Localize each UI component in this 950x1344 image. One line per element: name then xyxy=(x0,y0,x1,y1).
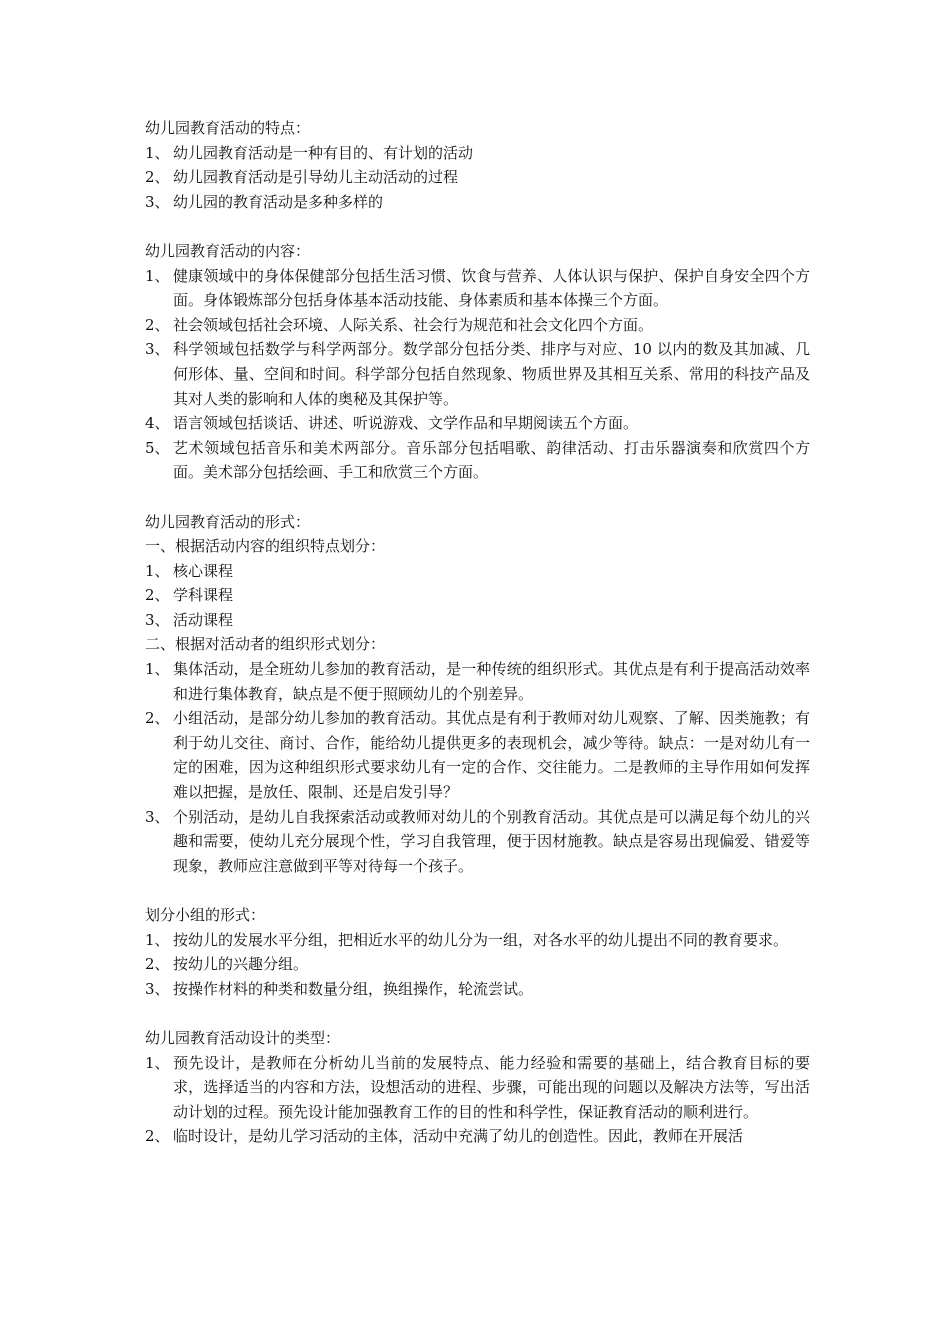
list-item xyxy=(145,337,810,411)
item-number: 1、 xyxy=(145,1053,170,1072)
section-characteristics xyxy=(145,116,810,214)
item-number: 1、 xyxy=(145,930,170,949)
item-number: 2、 xyxy=(145,168,170,187)
list-item xyxy=(145,313,810,338)
item-text: 社会领域包括社会环境、人际关系、社会行为规范和社会文化四个方面。 xyxy=(173,315,654,334)
item-text: 预先设计，是教师在分析幼儿当前的发展特点、能力经验和需要的基础上，结合教育目标的要求，选择适当的内容和方法，设想活动的进程、步骤，可能出现的问题以及解决方法等，写出活动计划的过程。预先设计能加强教育工作的目的性和科学性，保证教育活动的顺利进行。 xyxy=(173,1053,810,1121)
item-text: 按操作材料的种类和数量分组，换组操作，轮流尝试。 xyxy=(173,979,534,998)
item-number: 2、 xyxy=(145,1127,170,1146)
item-number: 1、 xyxy=(145,660,170,679)
section-heading: 幼儿园教育活动的特点： xyxy=(145,119,311,137)
list-item xyxy=(145,264,810,313)
list-item xyxy=(145,190,810,215)
section-heading: 划分小组的形式： xyxy=(145,906,266,924)
item-number: 2、 xyxy=(145,586,170,605)
item-number: 3、 xyxy=(145,192,170,211)
list-item xyxy=(145,1051,810,1125)
item-text: 按幼儿的发展水平分组，把相近水平的幼儿分为一组，对各水平的幼儿提出不同的教育要求。 xyxy=(173,930,789,949)
item-text: 临时设计，是幼儿学习活动的主体，活动中充满了幼儿的创造性。因此，教师在开展活 xyxy=(173,1127,744,1146)
item-number: 3、 xyxy=(145,979,170,998)
item-text: 小组活动，是部分幼儿参加的教育活动。其优点是有利于教师对幼儿观察、了解、因类施教；有利于幼儿交往、商讨、合作，能给幼儿提供更多的表现机会，减少等待。缺点：一是对幼儿有一定的困难，因为这种组织形式要求幼儿有一定的合作、交往能力。二是教师的主导作用如何发挥难以把握，是放任、限制、还是启发引导？ xyxy=(173,709,810,802)
section-heading: 幼儿园教育活动的内容： xyxy=(145,241,311,260)
item-text: 按幼儿的兴趣分组。 xyxy=(173,955,309,974)
item-text: 幼儿园教育活动是引导幼儿主动活动的过程 xyxy=(173,168,459,187)
item-text: 学科课程 xyxy=(173,586,234,605)
list-item xyxy=(145,805,810,879)
item-text: 核心课程 xyxy=(173,561,234,580)
item-text: 幼儿园的教育活动是多种多样的 xyxy=(173,192,384,211)
list-item xyxy=(145,559,810,584)
section-grouping xyxy=(145,903,810,1001)
item-text: 个别活动，是幼儿自我探索活动或教师对幼儿的个别教育活动。其优点是可以满足每个幼儿的兴趣和需要，使幼儿充分展现个性，学习自我管理，便于因材施教。缺点是容易出现偏爱、错爱等现象，教师应注意做到平等对待每一个孩子。 xyxy=(173,807,810,875)
section-forms xyxy=(145,510,810,879)
item-number: 3、 xyxy=(145,807,170,826)
item-text: 健康领域中的身体保健部分包括生活习惯、饮食与营养、人体认识与保护、保护自身安全四个方面。身体锻炼部分包括身体基本活动技能、身体素质和基本体操三个方面。 xyxy=(173,266,810,310)
section-heading: 幼儿园教育活动设计的类型： xyxy=(145,1028,341,1047)
item-text: 活动课程 xyxy=(173,610,234,629)
list-item xyxy=(145,977,810,1002)
list-item xyxy=(145,411,810,436)
list-item xyxy=(145,952,810,977)
section-content xyxy=(145,239,810,485)
list-item xyxy=(145,165,810,190)
list-item xyxy=(145,1124,810,1149)
item-number: 2、 xyxy=(145,709,170,728)
list-item xyxy=(145,706,810,804)
item-number: 1、 xyxy=(145,266,170,285)
list-item xyxy=(145,436,810,485)
document-body xyxy=(145,116,810,1174)
item-number: 3、 xyxy=(145,610,170,629)
item-number: 2、 xyxy=(145,955,170,974)
item-text: 语言领域包括谈话、讲述、听说游戏、文学作品和早期阅读五个方面。 xyxy=(173,414,639,433)
item-text: 幼儿园教育活动是一种有目的、有计划的活动 xyxy=(173,143,474,162)
item-text: 集体活动，是全班幼儿参加的教育活动，是一种传统的组织形式。其优点是有利于提高活动效率和进行集体教育，缺点是不便于照顾幼儿的个别差异。 xyxy=(173,660,810,703)
list-item xyxy=(145,608,810,633)
list-item xyxy=(145,657,810,706)
list-item xyxy=(145,928,810,953)
item-number: 2、 xyxy=(145,315,170,334)
section-design-types xyxy=(145,1026,810,1149)
list-item xyxy=(145,141,810,166)
section-heading: 幼儿园教育活动的形式： xyxy=(145,512,311,531)
item-text: 科学领域包括数学与科学两部分。数学部分包括分类、排序与对应、10 以内的数及其加减、几何形体、量、空间和时间。科学部分包括自然现象、物质世界及其相互关系、常用的科技产品及其对人类的影响和人体的奥秘及其保护等。 xyxy=(173,340,810,408)
item-number: 5、 xyxy=(145,438,170,457)
item-number: 1、 xyxy=(145,561,170,580)
subsection-heading: 一、根据活动内容的组织特点划分： xyxy=(145,537,386,556)
subsection-heading: 二、根据对活动者的组织形式划分： xyxy=(145,635,386,654)
item-number: 1、 xyxy=(145,143,170,162)
list-item xyxy=(145,583,810,608)
item-text: 艺术领域包括音乐和美术两部分。音乐部分包括唱歌、韵律活动、打击乐器演奏和欣赏四个方面。美术部分包括绘画、手工和欣赏三个方面。 xyxy=(173,438,810,482)
item-number: 4、 xyxy=(145,414,170,433)
item-number: 3、 xyxy=(145,340,170,359)
